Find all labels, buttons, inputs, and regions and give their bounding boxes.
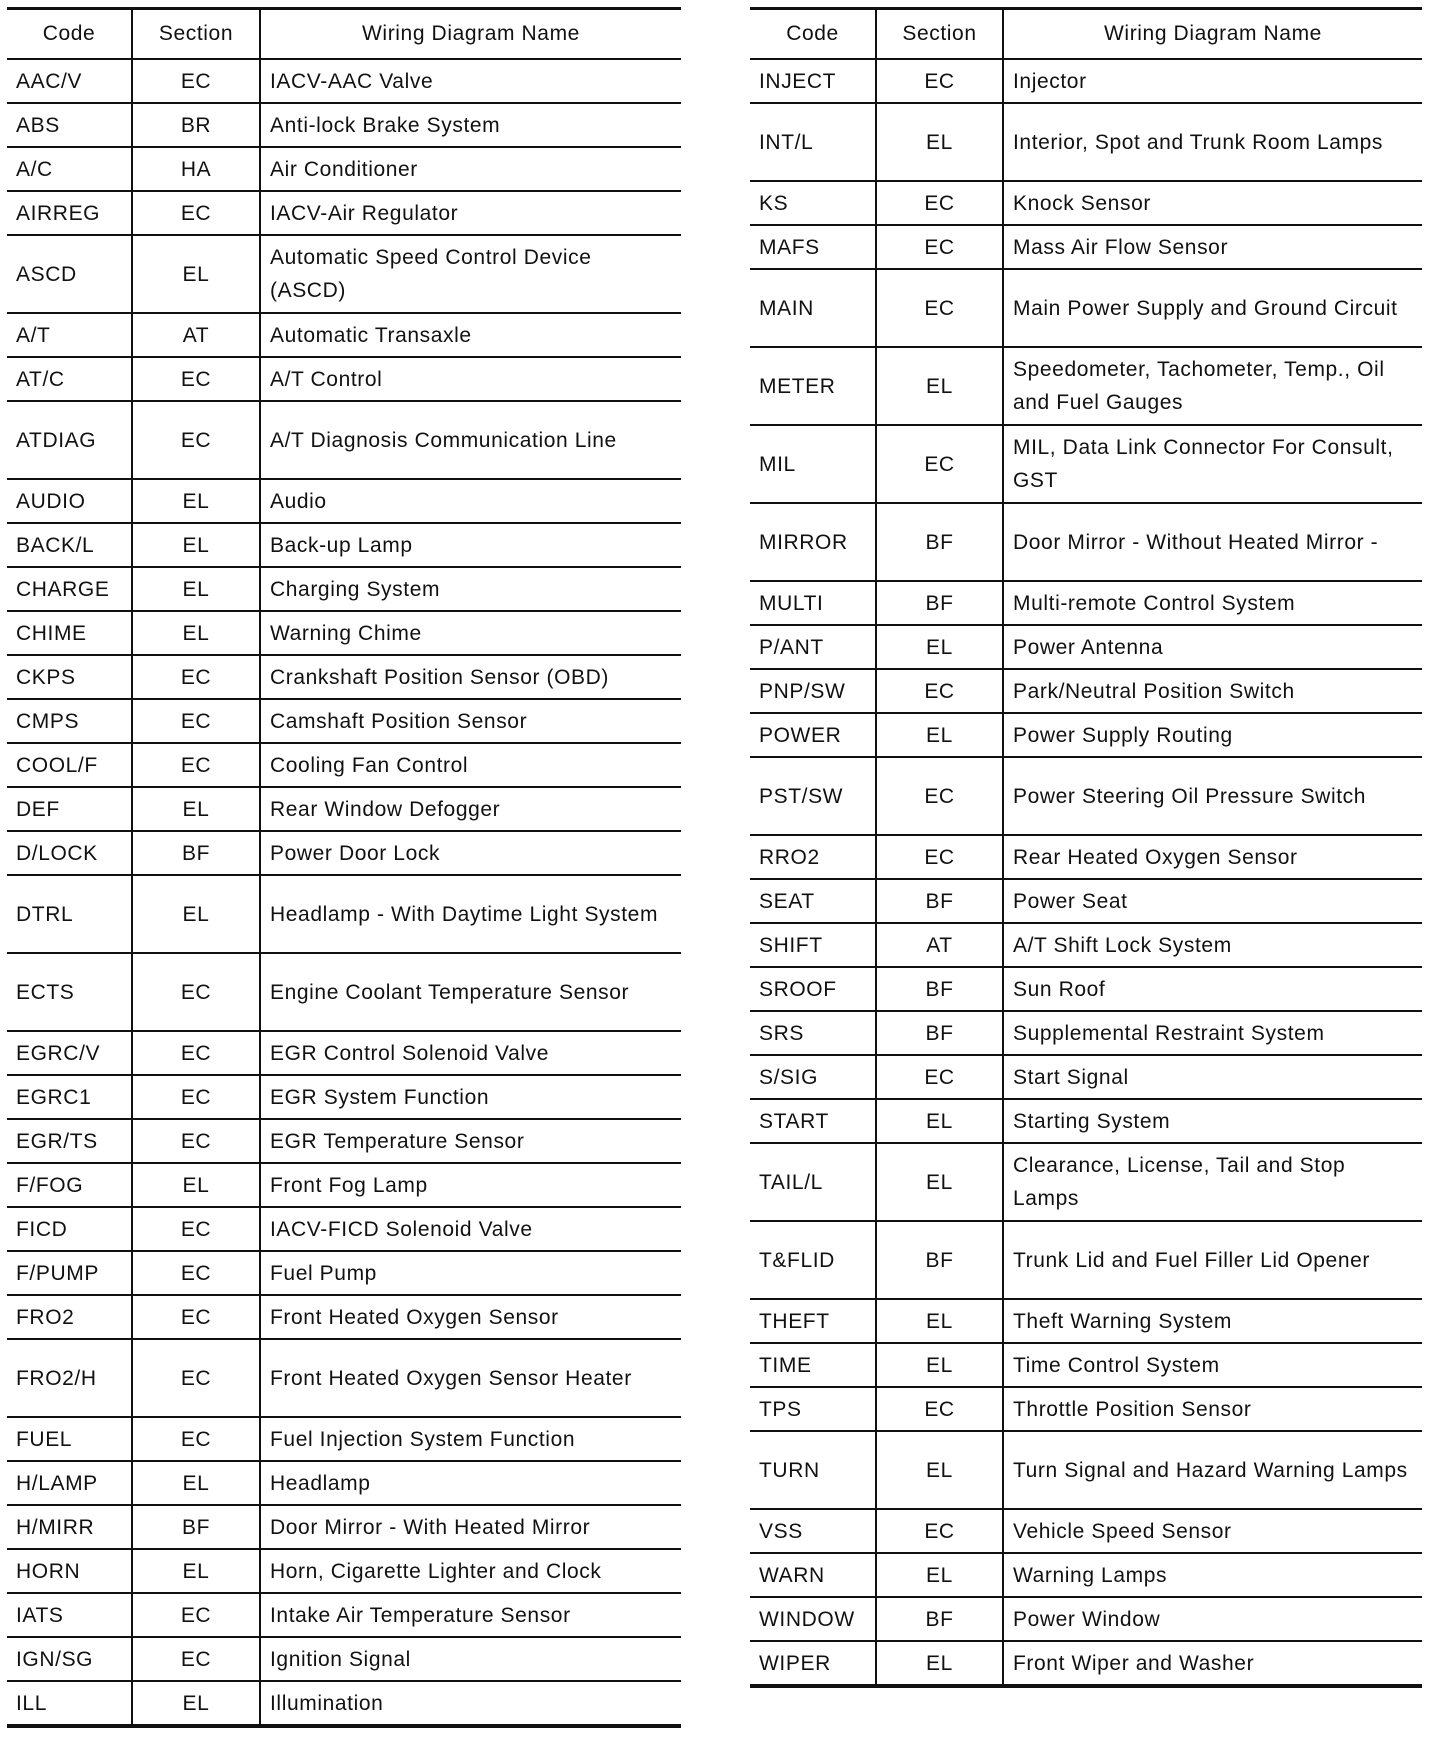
cell-name: Door Mirror - Without Heated Mirror - (1003, 503, 1422, 581)
cell-code: PST/SW (750, 757, 876, 835)
wiring-diagram-table-right (750, 7, 1422, 1688)
cell-code: CKPS (7, 655, 132, 699)
table-row (750, 1011, 1422, 1055)
cell-code: TIME (750, 1343, 876, 1387)
table-row (7, 1251, 681, 1295)
cell-name: Multi-remote Control System (1003, 581, 1422, 625)
cell-code: INT/L (750, 103, 876, 181)
cell-code: D/LOCK (7, 831, 132, 875)
cell-section: BF (876, 1221, 1003, 1299)
table-row (750, 757, 1422, 835)
cell-name: Automatic Transaxle (260, 313, 681, 357)
table-row (7, 743, 681, 787)
cell-name: Anti-lock Brake System (260, 103, 681, 147)
cell-section: EL (132, 1549, 260, 1593)
cell-section: EC (876, 1387, 1003, 1431)
cell-name: Ignition Signal (260, 1637, 681, 1681)
table-row (750, 669, 1422, 713)
cell-section: EC (876, 59, 1003, 103)
cell-code: FRO2 (7, 1295, 132, 1339)
cell-name: Charging System (260, 567, 681, 611)
cell-code: CHIME (7, 611, 132, 655)
cell-name: Power Steering Oil Pressure Switch (1003, 757, 1422, 835)
table-row (7, 1593, 681, 1637)
table-row (7, 875, 681, 953)
table-row (7, 1681, 681, 1726)
table-header (7, 9, 681, 60)
cell-name: IACV-AAC Valve (260, 59, 681, 103)
cell-section: EC (876, 757, 1003, 835)
table-row (750, 503, 1422, 581)
cell-section: EC (132, 1593, 260, 1637)
cell-code: AT/C (7, 357, 132, 401)
cell-name: A/T Control (260, 357, 681, 401)
cell-section: EL (876, 625, 1003, 669)
cell-name: Interior, Spot and Trunk Room Lamps (1003, 103, 1422, 181)
table-row (7, 1505, 681, 1549)
table-header (750, 9, 1422, 60)
cell-section: EL (876, 1099, 1003, 1143)
cell-name: Rear Heated Oxygen Sensor (1003, 835, 1422, 879)
cell-name: Camshaft Position Sensor (260, 699, 681, 743)
table-row (7, 59, 681, 103)
cell-code: MIL (750, 425, 876, 503)
wiring-diagram-table-left (7, 7, 681, 1728)
cell-name: Cooling Fan Control (260, 743, 681, 787)
cell-code: FRO2/H (7, 1339, 132, 1417)
cell-section: EC (132, 1417, 260, 1461)
cell-section: EL (876, 1143, 1003, 1221)
cell-code: MULTI (750, 581, 876, 625)
cell-name: Front Fog Lamp (260, 1163, 681, 1207)
cell-section: EC (132, 1119, 260, 1163)
cell-name: Front Heated Oxygen Sensor (260, 1295, 681, 1339)
cell-name: EGR System Function (260, 1075, 681, 1119)
cell-section: EC (876, 1509, 1003, 1553)
cell-name: Front Wiper and Washer (1003, 1641, 1422, 1686)
table-row (750, 835, 1422, 879)
table-row (750, 1509, 1422, 1553)
cell-section: BF (876, 967, 1003, 1011)
cell-section: EL (876, 103, 1003, 181)
cell-section: EL (132, 1681, 260, 1726)
cell-section: EC (132, 1075, 260, 1119)
cell-code: MAFS (750, 225, 876, 269)
cell-code: H/MIRR (7, 1505, 132, 1549)
cell-code: SHIFT (750, 923, 876, 967)
cell-name: Knock Sensor (1003, 181, 1422, 225)
cell-code: TAIL/L (750, 1143, 876, 1221)
cell-code: T&FLID (750, 1221, 876, 1299)
cell-section: BF (876, 1011, 1003, 1055)
cell-code: THEFT (750, 1299, 876, 1343)
cell-section: BF (876, 503, 1003, 581)
cell-name: Park/Neutral Position Switch (1003, 669, 1422, 713)
cell-code: MIRROR (750, 503, 876, 581)
cell-code: A/T (7, 313, 132, 357)
table-row (750, 1343, 1422, 1387)
cell-name: Theft Warning System (1003, 1299, 1422, 1343)
cell-code: SRS (750, 1011, 876, 1055)
cell-name: MIL, Data Link Connector For Consult, GST (1003, 425, 1422, 503)
table-row (750, 1099, 1422, 1143)
cell-code: TPS (750, 1387, 876, 1431)
table-row (7, 831, 681, 875)
table-row (7, 1075, 681, 1119)
cell-code: AUDIO (7, 479, 132, 523)
cell-code: RRO2 (750, 835, 876, 879)
cell-section: EC (132, 1295, 260, 1339)
table-row (750, 581, 1422, 625)
cell-section: HA (132, 147, 260, 191)
cell-name: Fuel Pump (260, 1251, 681, 1295)
table-row (750, 425, 1422, 503)
cell-name: Back-up Lamp (260, 523, 681, 567)
cell-section: EC (132, 1339, 260, 1417)
cell-name: Headlamp - With Daytime Light System (260, 875, 681, 953)
cell-section: EL (132, 523, 260, 567)
cell-name: Power Antenna (1003, 625, 1422, 669)
cell-name: Turn Signal and Hazard Warning Lamps (1003, 1431, 1422, 1509)
cell-code: EGRC1 (7, 1075, 132, 1119)
cell-name: Air Conditioner (260, 147, 681, 191)
cell-code: EGRC/V (7, 1031, 132, 1075)
cell-code: DEF (7, 787, 132, 831)
cell-section: EC (876, 1055, 1003, 1099)
cell-name: Crankshaft Position Sensor (OBD) (260, 655, 681, 699)
cell-name: Main Power Supply and Ground Circuit (1003, 269, 1422, 347)
table-row (7, 235, 681, 313)
cell-section: EL (132, 1163, 260, 1207)
table-row (750, 181, 1422, 225)
cell-name: Injector (1003, 59, 1422, 103)
cell-section: EC (132, 357, 260, 401)
cell-code: CHARGE (7, 567, 132, 611)
table-row (7, 313, 681, 357)
cell-code: WARN (750, 1553, 876, 1597)
cell-code: MAIN (750, 269, 876, 347)
table-row (750, 923, 1422, 967)
cell-section: EL (876, 1641, 1003, 1686)
cell-name: Automatic Speed Control Device (ASCD) (260, 235, 681, 313)
table-row (750, 1553, 1422, 1597)
cell-section: EL (132, 875, 260, 953)
cell-section: EC (876, 225, 1003, 269)
cell-name: Power Window (1003, 1597, 1422, 1641)
cell-code: AAC/V (7, 59, 132, 103)
table-row (750, 1387, 1422, 1431)
table-row (7, 1637, 681, 1681)
cell-name: A/T Shift Lock System (1003, 923, 1422, 967)
cell-code: H/LAMP (7, 1461, 132, 1505)
cell-name: Warning Chime (260, 611, 681, 655)
cell-code: KS (750, 181, 876, 225)
cell-code: WIPER (750, 1641, 876, 1686)
table-row (7, 1207, 681, 1251)
table-row (750, 269, 1422, 347)
table-row (7, 523, 681, 567)
cell-name: IACV-FICD Solenoid Valve (260, 1207, 681, 1251)
cell-section: EL (132, 567, 260, 611)
cell-section: EL (132, 1461, 260, 1505)
cell-name: EGR Temperature Sensor (260, 1119, 681, 1163)
cell-code: FICD (7, 1207, 132, 1251)
cell-code: F/FOG (7, 1163, 132, 1207)
cell-section: BF (876, 879, 1003, 923)
cell-name: Front Heated Oxygen Sensor Heater (260, 1339, 681, 1417)
cell-section: EL (876, 1299, 1003, 1343)
table-row (7, 103, 681, 147)
table-row (7, 1549, 681, 1593)
cell-section: BF (132, 831, 260, 875)
table-row (750, 1299, 1422, 1343)
table-row (750, 1143, 1422, 1221)
table-row (750, 103, 1422, 181)
cell-name: Illumination (260, 1681, 681, 1726)
cell-name: IACV-Air Regulator (260, 191, 681, 235)
cell-name: Throttle Position Sensor (1003, 1387, 1422, 1431)
cell-name: Engine Coolant Temperature Sensor (260, 953, 681, 1031)
cell-code: F/PUMP (7, 1251, 132, 1295)
cell-section: EC (132, 1251, 260, 1295)
cell-name: Speedometer, Tachometer, Temp., Oil and Fuel Gauges (1003, 347, 1422, 425)
cell-code: ASCD (7, 235, 132, 313)
cell-code: SEAT (750, 879, 876, 923)
cell-name: Rear Window Defogger (260, 787, 681, 831)
table-row (750, 59, 1422, 103)
table-row (750, 879, 1422, 923)
cell-code: P/ANT (750, 625, 876, 669)
cell-code: TURN (750, 1431, 876, 1509)
cell-section: EL (132, 235, 260, 313)
table-row (7, 191, 681, 235)
table-row (7, 147, 681, 191)
cell-code: ABS (7, 103, 132, 147)
table-row (7, 1295, 681, 1339)
cell-section: EC (876, 269, 1003, 347)
table-row (750, 625, 1422, 669)
cell-name: Power Supply Routing (1003, 713, 1422, 757)
table-row (7, 787, 681, 831)
cell-name: Headlamp (260, 1461, 681, 1505)
table-row (750, 1221, 1422, 1299)
cell-section: BF (876, 581, 1003, 625)
cell-name: Trunk Lid and Fuel Filler Lid Opener (1003, 1221, 1422, 1299)
cell-name: Power Door Lock (260, 831, 681, 875)
cell-name: Clearance, License, Tail and Stop Lamps (1003, 1143, 1422, 1221)
cell-code: HORN (7, 1549, 132, 1593)
cell-section: EC (132, 699, 260, 743)
cell-code: BACK/L (7, 523, 132, 567)
cell-name: Audio (260, 479, 681, 523)
cell-section: EC (132, 401, 260, 479)
table-row (750, 713, 1422, 757)
cell-section: EC (132, 59, 260, 103)
table-row (7, 1461, 681, 1505)
cell-section: EL (876, 713, 1003, 757)
cell-name: Vehicle Speed Sensor (1003, 1509, 1422, 1553)
cell-code: IATS (7, 1593, 132, 1637)
cell-name: Mass Air Flow Sensor (1003, 225, 1422, 269)
cell-code: METER (750, 347, 876, 425)
table-row (7, 1119, 681, 1163)
cell-name: Intake Air Temperature Sensor (260, 1593, 681, 1637)
table-row (750, 1641, 1422, 1686)
table-row (7, 401, 681, 479)
cell-code: IGN/SG (7, 1637, 132, 1681)
cell-name: Starting System (1003, 1099, 1422, 1143)
cell-code: POWER (750, 713, 876, 757)
cell-section: EL (132, 787, 260, 831)
cell-name: Start Signal (1003, 1055, 1422, 1099)
table-row (750, 347, 1422, 425)
table-row (7, 699, 681, 743)
cell-code: A/C (7, 147, 132, 191)
table-row (750, 1597, 1422, 1641)
cell-code: EGR/TS (7, 1119, 132, 1163)
cell-section: AT (876, 923, 1003, 967)
cell-code: COOL/F (7, 743, 132, 787)
cell-code: VSS (750, 1509, 876, 1553)
cell-code: WINDOW (750, 1597, 876, 1641)
cell-section: EL (876, 1343, 1003, 1387)
cell-name: EGR Control Solenoid Valve (260, 1031, 681, 1075)
table-row (7, 655, 681, 699)
cell-section: EC (876, 425, 1003, 503)
cell-code: SROOF (750, 967, 876, 1011)
table-row (7, 567, 681, 611)
cell-code: ATDIAG (7, 401, 132, 479)
cell-section: BF (876, 1597, 1003, 1641)
cell-name: Fuel Injection System Function (260, 1417, 681, 1461)
header-section: Section (876, 9, 1003, 60)
header-name: Wiring Diagram Name (260, 9, 681, 60)
cell-section: EC (132, 1637, 260, 1681)
cell-code: START (750, 1099, 876, 1143)
cell-name: Warning Lamps (1003, 1553, 1422, 1597)
cell-code: AIRREG (7, 191, 132, 235)
cell-code: DTRL (7, 875, 132, 953)
cell-name: Time Control System (1003, 1343, 1422, 1387)
table-row (750, 1431, 1422, 1509)
header-name: Wiring Diagram Name (1003, 9, 1422, 60)
header-code: Code (7, 9, 132, 60)
cell-section: EC (876, 181, 1003, 225)
table-row (7, 1339, 681, 1417)
header-section: Section (132, 9, 260, 60)
cell-section: BF (132, 1505, 260, 1549)
cell-code: CMPS (7, 699, 132, 743)
cell-name: Horn, Cigarette Lighter and Clock (260, 1549, 681, 1593)
table-row (750, 1055, 1422, 1099)
cell-section: EC (876, 669, 1003, 713)
table-row (7, 611, 681, 655)
cell-section: EL (876, 1431, 1003, 1509)
cell-section: EC (132, 655, 260, 699)
cell-section: EC (132, 953, 260, 1031)
cell-section: EL (876, 1553, 1003, 1597)
cell-section: EL (132, 479, 260, 523)
cell-section: EC (132, 1031, 260, 1075)
cell-code: INJECT (750, 59, 876, 103)
cell-code: PNP/SW (750, 669, 876, 713)
cell-section: EC (876, 835, 1003, 879)
cell-code: ILL (7, 1681, 132, 1726)
cell-section: AT (132, 313, 260, 357)
cell-section: BR (132, 103, 260, 147)
table-row (7, 357, 681, 401)
table-row (7, 1163, 681, 1207)
table-row (7, 1417, 681, 1461)
cell-name: Sun Roof (1003, 967, 1422, 1011)
cell-section: EC (132, 1207, 260, 1251)
table-row (7, 479, 681, 523)
table-row (7, 953, 681, 1031)
cell-section: EL (132, 611, 260, 655)
cell-code: ECTS (7, 953, 132, 1031)
cell-name: A/T Diagnosis Communication Line (260, 401, 681, 479)
cell-name: Door Mirror - With Heated Mirror (260, 1505, 681, 1549)
cell-section: EL (876, 347, 1003, 425)
table-row (7, 1031, 681, 1075)
cell-name: Power Seat (1003, 879, 1422, 923)
cell-name: Supplemental Restraint System (1003, 1011, 1422, 1055)
table-row (750, 225, 1422, 269)
cell-code: S/SIG (750, 1055, 876, 1099)
table-row (750, 967, 1422, 1011)
cell-section: EC (132, 191, 260, 235)
header-code: Code (750, 9, 876, 60)
cell-code: FUEL (7, 1417, 132, 1461)
cell-section: EC (132, 743, 260, 787)
